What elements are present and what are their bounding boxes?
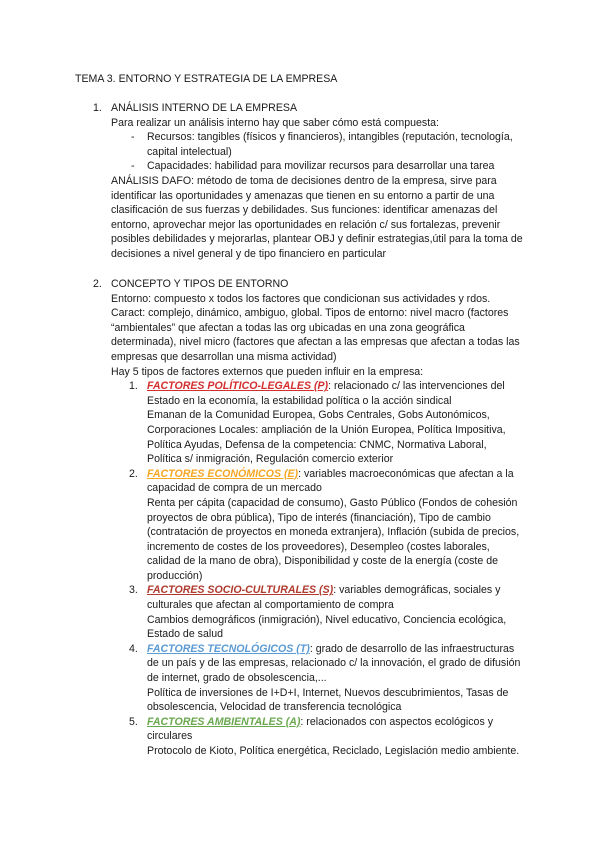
section-environment xyxy=(93,277,523,759)
document-title: TEMA 3. ENTORNO Y ESTRATEGIA DE LA EMPRESA xyxy=(75,73,338,85)
factor-item-technological xyxy=(129,642,523,715)
factor-examples: Cambios demográficos (inmigración), Nivel educativo, Conciencia ecológica, Estado de salud xyxy=(147,613,507,641)
factor-name: FACTORES ECONÓMICOS (E) xyxy=(147,467,299,480)
list-item xyxy=(111,159,523,174)
section-internal-analysis xyxy=(93,101,523,262)
section-title: ANÁLISIS INTERNO DE LA EMPRESA xyxy=(111,102,298,114)
factor-examples: Renta per cápita (capacidad de consumo), Gasto Público (Fondos de cohesión proyectos de obra pública), Tipo de interés (financiación), Tipo de cambio (contratación de proyectos en moneda extranjera), Inflación (subida de precios, incremento de costes de los proveedores), Desempleo (costes laborales, calidad de la mano de obra), Disponibilidad y coste de la energía (coste de producción) xyxy=(147,496,520,582)
section-intro: Para realizar un análisis interno hay que saber cómo está compuesta: xyxy=(111,116,439,129)
factor-examples: Política de inversiones de I+D+I, Internet, Nuevos descubrimientos, Tasas de obsolescencia, Velocidad de transferencia tecnológica xyxy=(147,686,509,714)
factor-number: 1. xyxy=(129,380,138,393)
factor-item-economic xyxy=(129,467,523,584)
dash-bullet: - xyxy=(131,160,135,173)
factor-name: FACTORES SOCIO-CULTURALES (S) xyxy=(147,584,334,597)
factor-examples: Protocolo de Kioto, Política energética, Reciclado, Legislación medio ambiente. xyxy=(147,745,520,757)
factor-item-environmental xyxy=(129,715,523,759)
section-number: 1. xyxy=(93,102,102,114)
factor-number: 4. xyxy=(129,642,138,655)
dafo-paragraph: ANÁLISIS DAFO: método de toma de decisiones dentro de la empresa, sirve para identificar las oportunidades y amenazas que tienen en su entorno a partir de una clasificación de sus fuerzas y debilidades. Sus funciones: identificar amenazas del entorno, aprovechar mejor las oportunidades en relación c/ sus fortalezas, prevenir posibles debilidades y mejorarlas, plantear OBJ y definir estrategias,útil para la toma de decisiones a nivel general y de tipo financiero en particular xyxy=(111,174,523,260)
factor-description: : variables macroeconómicas que afectan a la capacidad de compra de un mercado xyxy=(147,467,514,495)
factor-item-sociocultural xyxy=(129,583,523,641)
list-item xyxy=(111,130,523,159)
factor-number: 5. xyxy=(129,715,138,728)
factor-name: FACTORES POLÍTICO-LEGALES (P) xyxy=(147,380,329,393)
list-item-text: Capacidades: habilidad para movilizar recursos para desarrollar una tarea xyxy=(147,160,495,173)
environment-characteristics: Caract: complejo, dinámico, ambiguo, global. Tipos de entorno: nivel macro (factores “ambientales” que afectan a todas las org ubicadas en una zona geográfica determinada), nivel micro (factores que afectan a las empresas que afectan a todas las empresas que desarrollan una misma actividad) xyxy=(111,307,520,363)
factor-number: 2. xyxy=(129,467,138,480)
factor-intro: Hay 5 tipos de factores externos que pueden influir en la empresa: xyxy=(111,365,424,378)
factor-description: : grado de desarrollo de las infraestructuras de un país y de las empresas, relacionado c/ la innovación, el grado de difusión de internet, grado de obsolescencia,... xyxy=(147,642,521,685)
factor-name: FACTORES TECNOLÓGICOS (T) xyxy=(147,642,310,655)
section-number: 2. xyxy=(93,278,102,290)
factor-description: : relacionados con aspectos ecológicos y circulares xyxy=(147,715,493,743)
factor-description: : relacionado c/ las intervenciones del Estado en la economía, la estabilidad política o la acción sindical xyxy=(147,380,505,407)
section-title: CONCEPTO Y TIPOS DE ENTORNO xyxy=(111,278,289,290)
factor-item-political xyxy=(129,379,523,467)
factor-examples: Emanan de la Comunidad Europea, Gobs Centrales, Gobs Autonómicos, Corporaciones Locales: ampliación de la Unión Europea, Política Impositiva, Política Ayudas, Defensa de la competencia: CNMC, Normativa Laboral, Política s/ inmigración, Regulación comercio exterior xyxy=(147,409,506,466)
list-item-text: Recursos: tangibles (físicos y financieros), intangibles (reputación, tecnología, capital intelectual) xyxy=(147,131,513,158)
dash-bullet: - xyxy=(131,131,135,144)
environment-definition: Entorno: compuesto x todos los factores que condicionan sus actividades y rdos. xyxy=(111,292,491,305)
factor-number: 3. xyxy=(129,584,138,597)
section-heading xyxy=(93,101,523,116)
factor-description: : variables demográficas, sociales y culturales que afectan al comportamiento de compra xyxy=(147,584,501,612)
factor-name: FACTORES AMBIENTALES (A) xyxy=(147,715,301,728)
section-heading xyxy=(93,277,523,292)
section-body xyxy=(111,292,523,759)
section-body xyxy=(111,116,523,262)
